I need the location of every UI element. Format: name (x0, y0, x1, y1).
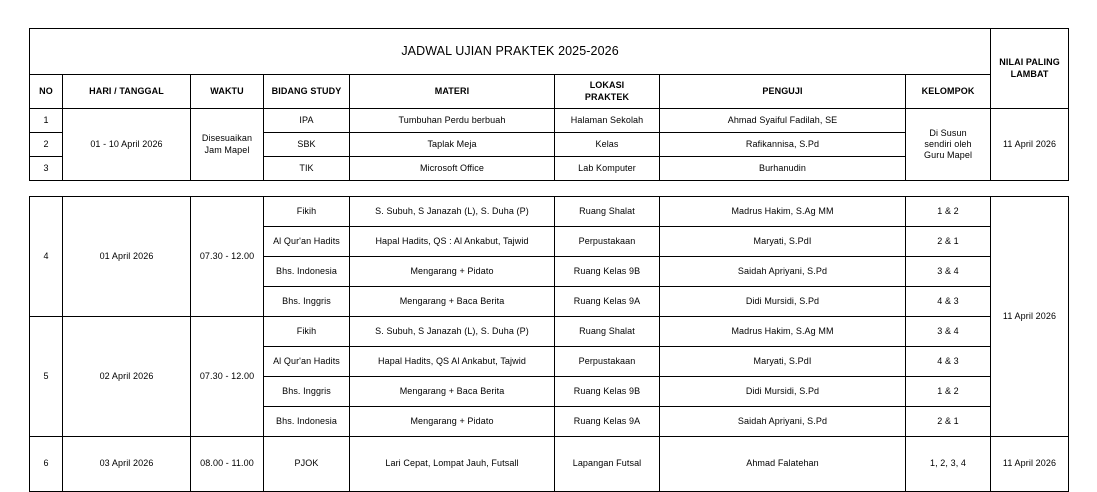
cell-kelompok: 1 & 2 (906, 197, 991, 227)
cell-nilai-paling-lambat: 11 April 2026 (991, 437, 1069, 492)
cell-lokasi-praktek: Ruang Shalat (555, 317, 660, 347)
lokasi-hdr-line1: LOKASI (589, 80, 625, 91)
cell-no: 6 (30, 437, 63, 492)
cell-materi: Mengarang + Baca Berita (350, 377, 555, 407)
cell-kelompok: 3 & 4 (906, 257, 991, 287)
column-header-kelompok: KELOMPOK (906, 75, 991, 109)
cell-no: 4 (30, 197, 63, 317)
cell-penguji: Saidah Apriyani, S.Pd (660, 407, 906, 437)
cell-materi: S. Subuh, S Janazah (L), S. Duha (P) (350, 317, 555, 347)
kelompok-line2: sendiri oleh (924, 138, 972, 149)
cell-no: 1 (30, 109, 63, 133)
column-header-penguji: PENGUJI (660, 75, 906, 109)
title-row (30, 29, 1069, 75)
cell-lokasi-praktek: Ruang Shalat (555, 197, 660, 227)
column-header-no: NO (30, 75, 63, 109)
cell-materi: Microsoft Office (350, 157, 555, 181)
cell-penguji: Madrus Hakim, S.Ag MM (660, 197, 906, 227)
cell-bidang-study: Bhs. Inggris (264, 377, 350, 407)
page-title: JADWAL UJIAN PRAKTEK 2025-2026 (30, 29, 991, 75)
cell-penguji: Madrus Hakim, S.Ag MM (660, 317, 906, 347)
header-row (30, 75, 1069, 109)
cell-materi: Hapal Hadits, QS Al Ankabut, Tajwid (350, 347, 555, 377)
cell-hari-tanggal: 03 April 2026 (63, 437, 191, 492)
kelompok-line1: Di Susun (929, 127, 967, 138)
cell-lokasi-praktek: Lab Komputer (555, 157, 660, 181)
waktu-line2: Jam Mapel (204, 144, 250, 155)
cell-penguji: Didi Mursidi, S.Pd (660, 377, 906, 407)
table-row (30, 437, 1069, 492)
cell-lokasi-praktek: Ruang Kelas 9A (555, 407, 660, 437)
cell-lokasi-praktek: Halaman Sekolah (555, 109, 660, 133)
cell-waktu (191, 109, 264, 181)
cell-penguji: Rafikannisa, S.Pd (660, 133, 906, 157)
cell-kelompok: 4 & 3 (906, 347, 991, 377)
cell-no: 2 (30, 133, 63, 157)
cell-materi: Mengarang + Pidato (350, 407, 555, 437)
cell-materi: Taplak Meja (350, 133, 555, 157)
table-row (30, 109, 1069, 133)
cell-waktu: 07.30 - 12.00 (191, 317, 264, 437)
kelompok-line3: Guru Mapel (924, 150, 973, 161)
cell-bidang-study: Fikih (264, 197, 350, 227)
cell-hari-tanggal: 01 April 2026 (63, 197, 191, 317)
cell-bidang-study: IPA (264, 109, 350, 133)
table-row (30, 317, 1069, 347)
cell-kelompok: 2 & 1 (906, 227, 991, 257)
cell-penguji: Maryati, S.PdI (660, 227, 906, 257)
cell-lokasi-praktek: Ruang Kelas 9B (555, 257, 660, 287)
cell-kelompok: 4 & 3 (906, 287, 991, 317)
cell-no: 3 (30, 157, 63, 181)
cell-penguji: Saidah Apriyani, S.Pd (660, 257, 906, 287)
nilai-hdr-line2: LAMBAT (1010, 68, 1049, 79)
cell-materi: S. Subuh, S Janazah (L), S. Duha (P) (350, 197, 555, 227)
cell-penguji: Didi Mursidi, S.Pd (660, 287, 906, 317)
cell-bidang-study: PJOK (264, 437, 350, 492)
table-row (30, 197, 1069, 227)
cell-penguji: Ahmad Falatehan (660, 437, 906, 492)
cell-lokasi-praktek: Perpustakaan (555, 347, 660, 377)
cell-materi: Lari Cepat, Lompat Jauh, Futsall (350, 437, 555, 492)
column-header-waktu: WAKTU (191, 75, 264, 109)
nilai-hdr-line1: NILAI PALING (999, 57, 1060, 68)
cell-materi: Mengarang + Baca Berita (350, 287, 555, 317)
cell-nilai-paling-lambat: 11 April 2026 (991, 109, 1069, 181)
cell-materi: Mengarang + Pidato (350, 257, 555, 287)
cell-bidang-study: Bhs. Indonesia (264, 257, 350, 287)
cell-bidang-study: Bhs. Inggris (264, 287, 350, 317)
schedule-table-primary (29, 28, 1069, 181)
cell-waktu: 08.00 - 11.00 (191, 437, 264, 492)
cell-hari-tanggal: 01 - 10 April 2026 (63, 109, 191, 181)
cell-penguji: Ahmad Syaiful Fadilah, SE (660, 109, 906, 133)
table-gap-divider (29, 181, 1068, 196)
cell-kelompok: 2 & 1 (906, 407, 991, 437)
cell-bidang-study: Al Qur'an Hadits (264, 227, 350, 257)
cell-lokasi-praktek: Lapangan Futsal (555, 437, 660, 492)
schedule-table-secondary (29, 196, 1069, 492)
cell-lokasi-praktek: Ruang Kelas 9A (555, 287, 660, 317)
column-header-nilai-paling-lambat (991, 29, 1069, 109)
cell-materi: Hapal Hadits, QS : Al Ankabut, Tajwid (350, 227, 555, 257)
cell-nilai-paling-lambat: 11 April 2026 (991, 197, 1069, 437)
lokasi-hdr-line2: PRAKTEK (584, 91, 630, 102)
cell-hari-tanggal: 02 April 2026 (63, 317, 191, 437)
cell-waktu: 07.30 - 12.00 (191, 197, 264, 317)
cell-kelompok: 1, 2, 3, 4 (906, 437, 991, 492)
cell-bidang-study: Al Qur'an Hadits (264, 347, 350, 377)
cell-kelompok: 1 & 2 (906, 377, 991, 407)
cell-bidang-study: Bhs. Indonesia (264, 407, 350, 437)
column-header-materi: MATERI (350, 75, 555, 109)
cell-bidang-study: SBK (264, 133, 350, 157)
column-header-bidang-study: BIDANG STUDY (264, 75, 350, 109)
cell-lokasi-praktek: Perpustakaan (555, 227, 660, 257)
cell-kelompok (906, 109, 991, 181)
cell-bidang-study: TIK (264, 157, 350, 181)
cell-bidang-study: Fikih (264, 317, 350, 347)
waktu-line1: Disesuaikan (201, 133, 253, 144)
cell-penguji: Maryati, S.PdI (660, 347, 906, 377)
column-header-hari-tanggal: HARI / TANGGAL (63, 75, 191, 109)
cell-no: 5 (30, 317, 63, 437)
cell-materi: Tumbuhan Perdu berbuah (350, 109, 555, 133)
cell-lokasi-praktek: Kelas (555, 133, 660, 157)
cell-lokasi-praktek: Ruang Kelas 9B (555, 377, 660, 407)
column-header-lokasi-praktek (555, 75, 660, 109)
cell-kelompok: 3 & 4 (906, 317, 991, 347)
cell-penguji: Burhanudin (660, 157, 906, 181)
